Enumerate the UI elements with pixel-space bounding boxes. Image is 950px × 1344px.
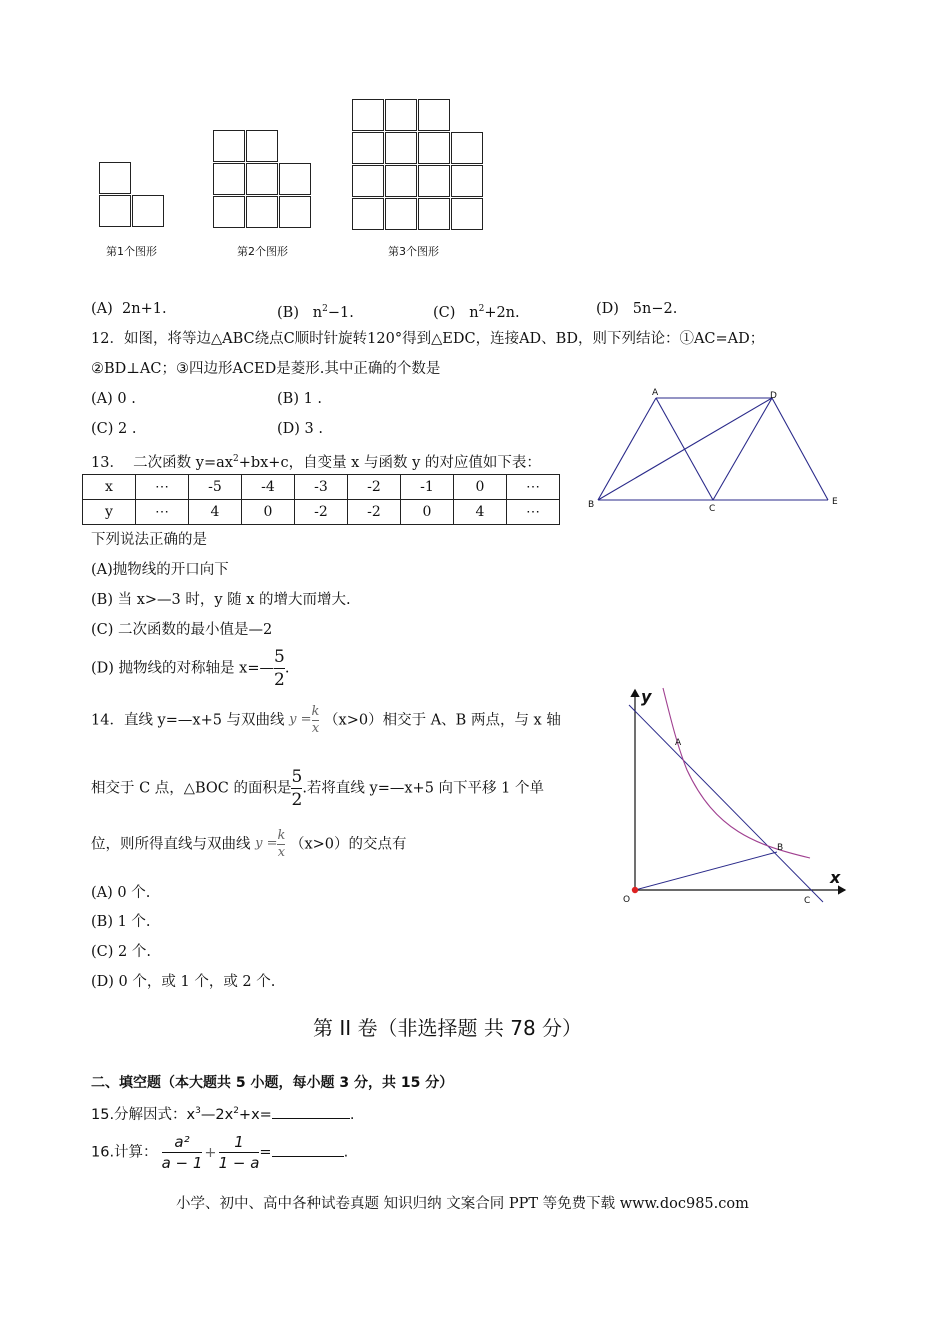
q12-option-c: (C) 2 . [91, 421, 137, 437]
hyperbola-formula: y = [289, 712, 312, 728]
axis-label-y: y [641, 687, 652, 706]
label-b: B [777, 843, 784, 853]
fraction: $\frac{5}{2}$ [273, 647, 285, 690]
label-b: B [588, 500, 595, 510]
section2-title: 二、填空题（本大题共 5 小题，每小题 3 分，共 15 分） [91, 1075, 454, 1091]
table-cell: y [83, 500, 136, 525]
q16: 16.计算： $\frac{\text{a²}}{a - 1}$ + $\frac{1}{1 - a}$ = . [91, 1133, 349, 1172]
q13-stem: 13． 二次函数 $y=ax^2+bx+c$，自变量 x 与函数 y 的对应值如下表： [91, 454, 541, 471]
fraction: $\frac{\text{a²}}{a - 1}$ [161, 1133, 203, 1172]
fraction: $\frac{5}{2}$ [291, 767, 303, 810]
table-cell: -4 [242, 475, 295, 500]
q13-option-d: (D) 抛物线的对称轴是 x=— $\frac{5}{2}$ . [91, 647, 290, 690]
table-cell: ⋯ [136, 475, 189, 500]
table-row-x [83, 475, 560, 500]
label-d: D [770, 391, 777, 401]
answer-blank [272, 1142, 344, 1157]
q12-rhombus-figure [580, 385, 850, 520]
q14-option-c: (C) 2 个. [91, 944, 151, 960]
q14-line-3: 位，则所得直线与双曲线 y = $\frac{k}{x}$ （x>0）的交点有 [91, 828, 407, 860]
fraction: $\frac{1}{1 - a}$ [218, 1133, 260, 1172]
table-cell: -1 [401, 475, 454, 500]
table-row-y [83, 500, 560, 525]
q14-option-a: (A) 0 个. [91, 885, 151, 901]
q11-option-c: (C) $n^2+2n$. [433, 304, 520, 321]
table-cell: 4 [189, 500, 242, 525]
table-cell: 0 [454, 475, 507, 500]
q11-option-d: (D) 5n−2. [596, 301, 678, 317]
table-cell: 0 [242, 500, 295, 525]
table-cell: -2 [348, 500, 401, 525]
table-cell: 4 [454, 500, 507, 525]
table-cell: -3 [295, 475, 348, 500]
q11-option-a: (A) 2n+1. [91, 301, 167, 317]
table-cell: -5 [189, 475, 242, 500]
q11-option-b: (B) $n^2-1$. [277, 304, 354, 321]
table-cell: -2 [295, 500, 348, 525]
answer-blank [272, 1104, 350, 1119]
table-cell: ⋯ [507, 500, 560, 525]
q13-option-b: (B) 当 x>—3 时，y 随 x 的增大而增大. [91, 592, 351, 608]
q12-option-d: (D) 3 . [277, 421, 323, 437]
table-cell: x [83, 475, 136, 500]
q12-line-1: 12．如图，将等边△ABC绕点C顺时针旋转120°得到△EDC，连接AD、BD，则下列结论：①AC=AD； [91, 331, 765, 347]
table-cell: 0 [401, 500, 454, 525]
q13-option-c: (C) 二次函数的最小值是—2 [91, 622, 273, 638]
q14-line-2: 相交于 C 点，△BOC 的面积是 $\frac{5}{2}$ .若将直线 y=—x+5 向下平移 1 个单 [91, 767, 544, 810]
label-c: C [804, 896, 811, 906]
page-footer: 小学、初中、高中各种试卷真题 知识归纳 文案合同 PPT 等免费下载 www.doc985.com [176, 1196, 749, 1212]
table-cell: ⋯ [136, 500, 189, 525]
table-cell: ⋯ [507, 475, 560, 500]
figure-caption-2: 第2个图形 [237, 245, 288, 258]
q12-option-a: (A) 0 . [91, 391, 136, 407]
q14-option-b: (B) 1 个. [91, 914, 151, 930]
q15: 15.分解因式：$x^3—2x^2+x=$ . [91, 1101, 354, 1125]
q14-line-1: 14．直线 y=—x+5 与双曲线 y = $\frac{k}{x}$ （x>0）相交于 A、B 两点，与 x 轴 [91, 704, 561, 736]
q13-option-a: (A)抛物线的开口向下 [91, 562, 229, 578]
label-o: O [623, 895, 631, 905]
figure-caption-1: 第1个图形 [106, 245, 157, 258]
q12-option-b: (B) 1 . [277, 391, 323, 407]
table-cell: -2 [348, 475, 401, 500]
label-c: C [709, 504, 716, 514]
q14-option-d: (D) 0 个，或 1 个，或 2 个. [91, 974, 276, 990]
q13-prompt: 下列说法正确的是 [91, 532, 207, 548]
q14-graph-figure [605, 680, 855, 910]
q13-value-table [82, 474, 560, 525]
label-a: A [675, 738, 682, 748]
axis-label-x: x [830, 868, 841, 887]
hyperbola-formula: y = [255, 836, 278, 852]
label-e: E [832, 497, 838, 507]
part2-title: 第 II 卷（非选择题 共 78 分） [313, 1016, 583, 1040]
figure-caption-3: 第3个图形 [388, 245, 439, 258]
q12-line-2: ②BD⊥AC；③四边形ACED是菱形.其中正确的个数是 [91, 361, 441, 377]
label-a: A [652, 388, 659, 398]
